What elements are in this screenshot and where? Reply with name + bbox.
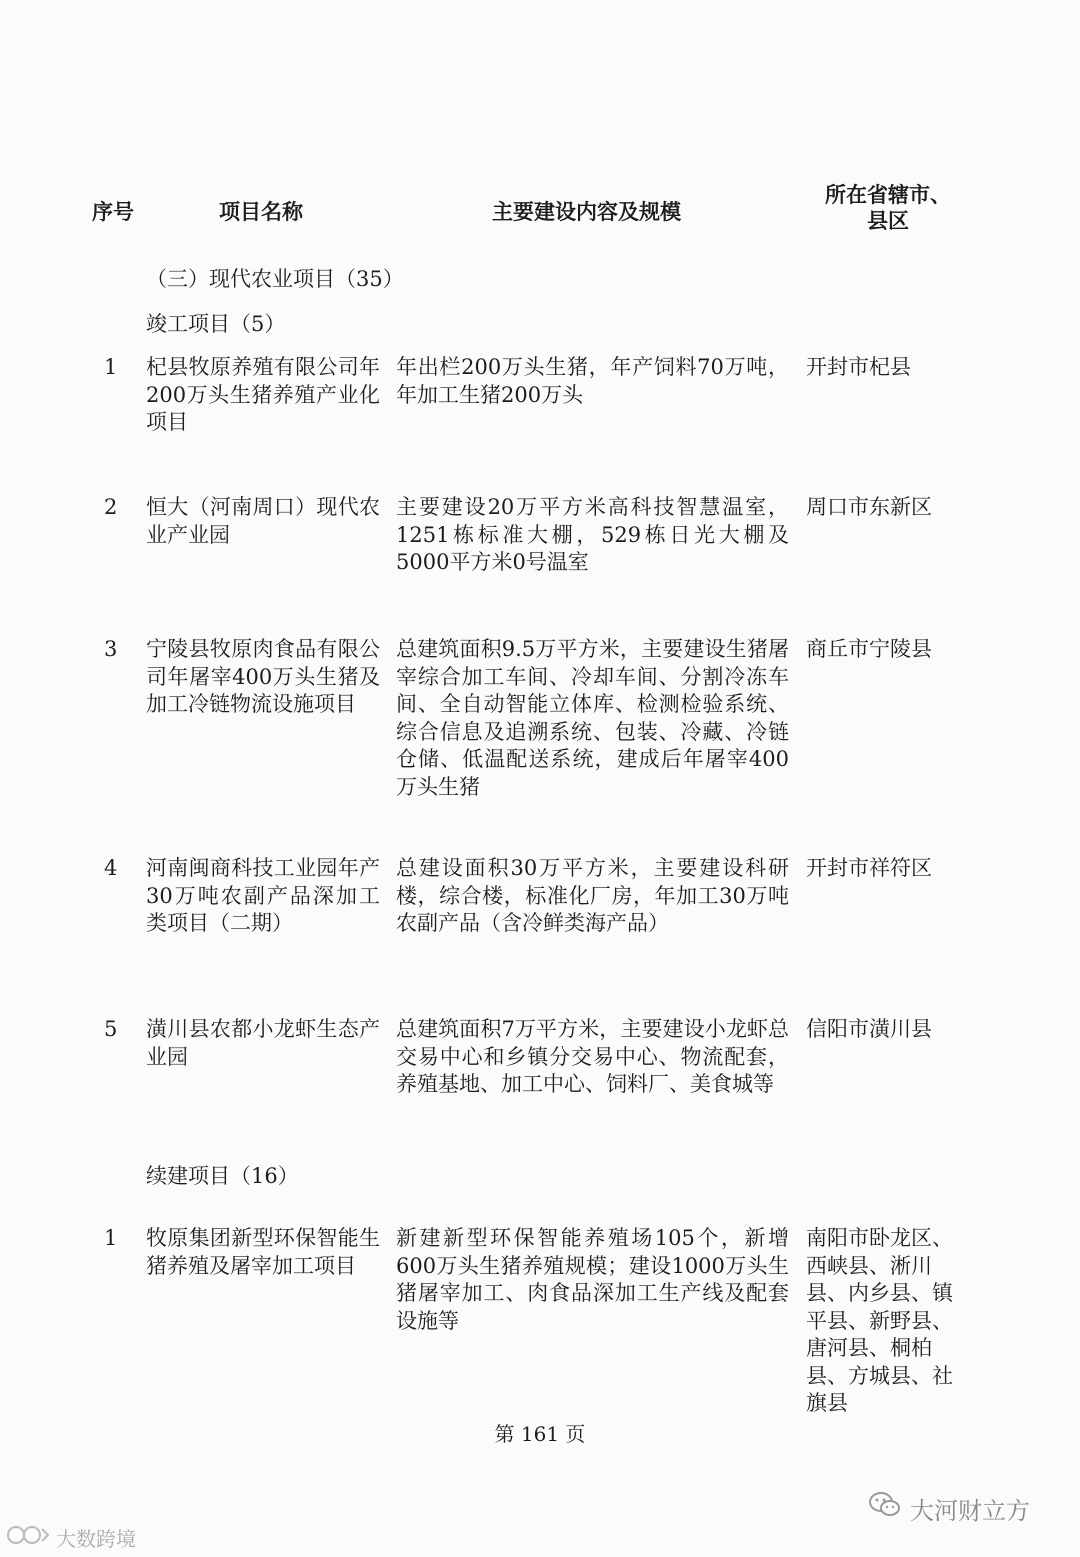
header-col-location (820, 182, 956, 234)
brand-logo-icon (6, 1523, 50, 1552)
wechat-icon (868, 1490, 902, 1526)
row-name: 宁陵县牧原肉食品有限公司年屠宰400万头生猪及加工冷链物流设施项目 (146, 637, 380, 716)
watermark-left (6, 1523, 136, 1552)
row-name: 河南闽商科技工业园年产30万吨农副产品深加工类项目（二期） (146, 856, 380, 935)
watermark-right (868, 1490, 1030, 1526)
row-name: 杞县牧原养殖有限公司年200万头生猪养殖产业化项目 (146, 355, 380, 434)
page-number: 第 161 页 (494, 1422, 586, 1446)
row-location: 开封市祥符区 (806, 856, 932, 880)
row-num: 4 (104, 856, 118, 880)
row-location: 信阳市潢川县 (806, 1017, 932, 1041)
row-location: 开封市杞县 (806, 355, 911, 379)
row-content: 新建新型环保智能养殖场105个，新增600万头生猪养殖规模；建设1000万头生猪屠宰加工、肉食品深加工生产线及配套设施等 (396, 1226, 789, 1333)
row-num: 3 (104, 637, 118, 661)
row-name: 牧原集团新型环保智能生猪养殖及屠宰加工项目 (146, 1226, 380, 1278)
row-num: 1 (104, 1226, 118, 1250)
completed-title: 竣工项目（5） (146, 312, 286, 336)
header-col-content: 主要建设内容及规模 (492, 200, 681, 224)
header-col-location-line1: 所在省辖市、 (825, 183, 951, 207)
row-content: 总建筑面积7万平方米，主要建设小龙虾总交易中心和乡镇分交易中心、物流配套，养殖基地、加工中心、饲料厂、美食城等 (396, 1017, 789, 1096)
row-location: 周口市东新区 (806, 495, 932, 519)
row-num: 2 (104, 495, 118, 519)
header-col-num: 序号 (92, 200, 134, 224)
row-name: 潢川县农都小龙虾生态产业园 (146, 1017, 380, 1069)
row-name: 恒大（河南周口）现代农业产业园 (146, 495, 380, 547)
header-col-name: 项目名称 (219, 200, 303, 224)
row-content: 主要建设20万平方米高科技智慧温室，1251栋标准大棚，529栋日光大棚及5000平方米0号温室 (396, 495, 789, 574)
row-location: 南阳市卧龙区、西峡县、淅川县、内乡县、镇平县、新野县、唐河县、桐柏县、方城县、社旗县 (806, 1226, 953, 1415)
row-content: 总建筑面积9.5万平方米，主要建设生猪屠宰综合加工车间、冷却车间、分割冷冻车间、全自动智能立体库、检测检验系统、综合信息及追溯系统、包装、冷藏、冷链仓储、低温配送系统，建成后年屠宰400万头生猪 (396, 637, 789, 799)
row-num: 1 (104, 355, 118, 379)
section-title: （三）现代农业项目（35） (146, 267, 404, 291)
header-col-location-line2: 县区 (867, 209, 909, 233)
continued-title: 续建项目（16） (146, 1164, 299, 1188)
row-content: 总建设面积30万平方米，主要建设科研楼，综合楼，标准化厂房，年加工30万吨农副产品（含冷鲜类海产品） (396, 856, 789, 935)
row-content: 年出栏200万头生猪，年产饲料70万吨，年加工生猪200万头 (396, 355, 789, 407)
watermark-right-text: 大河财立方 (910, 1496, 1030, 1525)
row-num: 5 (104, 1017, 118, 1041)
watermark-left-text: 大数跨境 (56, 1527, 136, 1551)
row-location: 商丘市宁陵县 (806, 637, 932, 661)
